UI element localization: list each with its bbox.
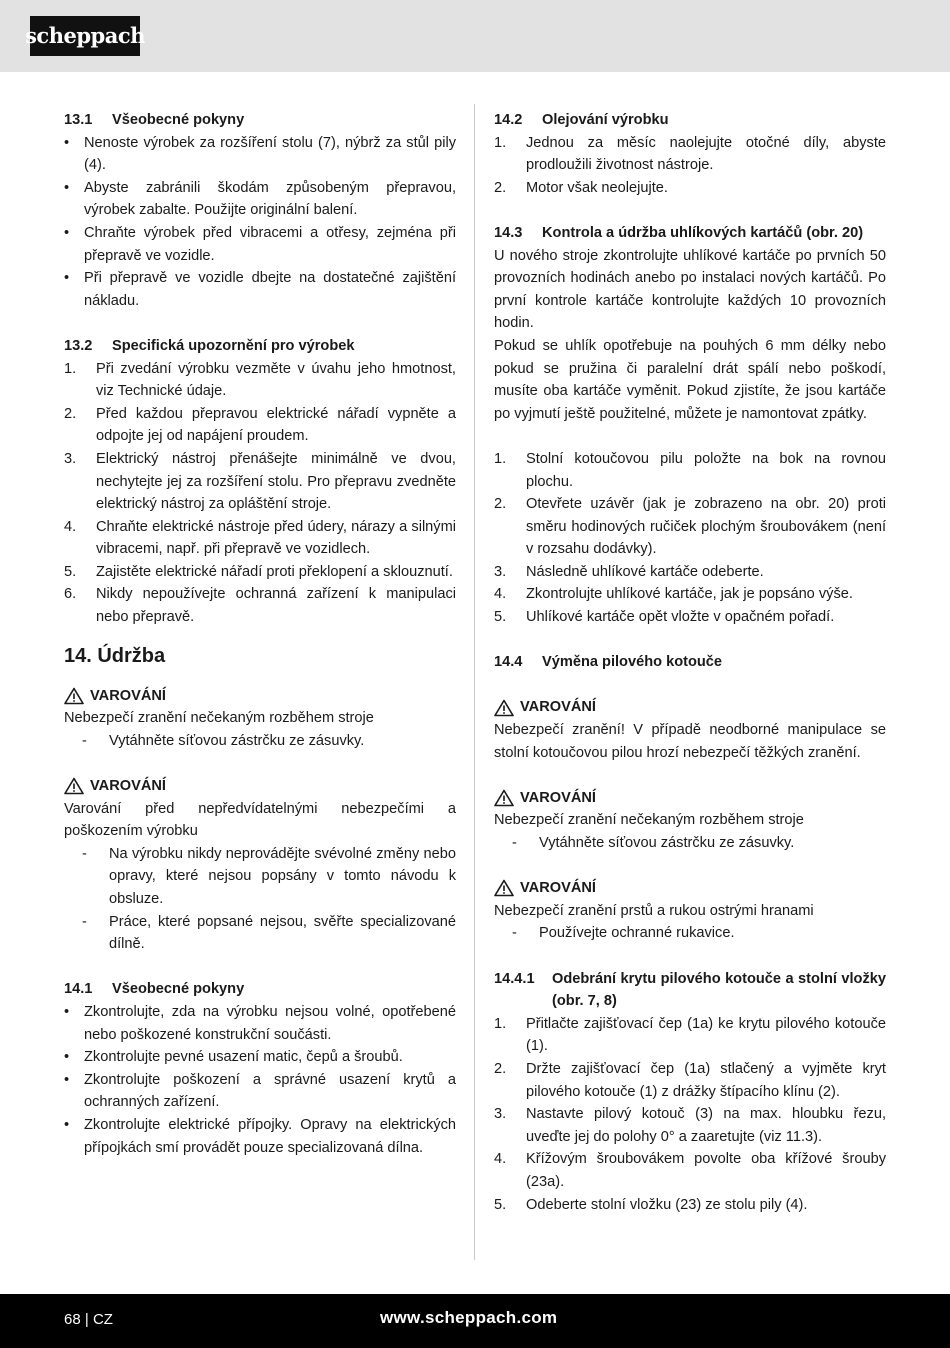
section-number: 13.1 [64,112,93,128]
warning-heading: VAROVÁNÍ [64,775,456,798]
list-item: • Zkontrolujte pevné usazení matic, čepů a šroubů. [64,1046,456,1069]
list-item: • Abyste zabránili škodám způsobeným přepravou, výrobek zabalte. Použijte originální balení. [64,177,456,222]
numbered-list [494,132,886,200]
dash-list [64,843,456,956]
section-number: 13.2 [64,337,93,354]
list-item: - Vytáhněte síťovou zástrčku ze zásuvky. [82,732,365,749]
warning-text: Nebezpečí zranění nečekaným rozběhem stroje [494,812,804,829]
section-number: 14.3 [494,224,523,241]
list-item: 1. Při zvedání výrobku vezměte v úvahu jeho hmotnost, viz Technické údaje. [64,360,456,400]
section-14-4-heading [494,651,886,674]
section-title: Specifická upozornění pro výrobek [112,337,355,354]
page-header [0,0,950,72]
section-title: Olejování výrobku [542,112,669,128]
page-number: 68 | CZ [64,1311,113,1328]
list-item: 2. Před každou přepravou elektrické nářadí vypněte a odpojte jej od napájení proudem. [64,405,456,445]
list-item: 3. Následně uhlíkové kartáče odeberte. [494,563,764,580]
section-number: 14.4.1 [494,970,535,987]
warning-heading: VAROVÁNÍ [64,685,456,708]
list-item: 2. Otevřete uzávěr (jak je zobrazeno na obr. 20) proti směru hodinových ručiček plochým šroubovákem (není v rozsahu dodávky). [494,496,886,558]
dash-list [494,922,886,945]
list-item: • Zkontrolujte, zda na výrobku nejsou volné, opotřebené nebo poškozené konstrukční součásti. [64,1001,456,1046]
paragraph: Pokud se uhlík opotřebuje na pouhých 6 mm délky nebo pokud se pružina či paralelní drát spálí nebo poškodí, musíte oba kartáče vyměnit. Pokud zjistíte, že jsou kartáče po vyjmutí ještě použitelné, můžete je namontovat zpátky. [494,337,886,422]
list-item: 2. Motor však neolejujte. [494,179,668,196]
list-item: 3. Nastavte pilový kotouč (3) na max. hloubku řezu, uveďte jej do polohy 0° a zaaretujte (viz 11.3). [494,1106,886,1145]
section-13-2-heading [64,335,456,358]
warning-triangle-icon [64,777,84,795]
dash-list [64,730,456,753]
list-item: 5. Zajistěte elektrické nářadí proti překlopení a sklouznutí. [64,563,453,580]
section-title: Kontrola a údržba uhlíkových kartáčů (obr. 20) [542,224,864,241]
list-item: 2. Držte zajišťovací čep (1a) stlačený a vyjměte kryt pilového kotouče (1) z drážky štípacího klínu (2). [494,1060,886,1100]
section-number: 14.1 [64,981,93,998]
section-14-4-1-heading [494,968,886,1013]
warning-heading: VAROVÁNÍ [494,787,886,810]
warning-heading: VAROVÁNÍ [494,877,886,900]
paragraph: U nového stroje zkontrolujte uhlíkové kartáče po prvních 50 provozních hodinách anebo po instalaci nových kartáčů. Po první kontrole kartáče kontrolujte každých 10 provozních hodin. [494,247,886,332]
warning-text: Nebezpečí zranění prstů a rukou ostrými hranami [494,902,814,919]
list-item: 1. Stolní kotoučovou pilu položte na bok na rovnou plochu. [494,450,886,490]
section-title: Všeobecné pokyny [112,112,245,128]
list-item: • Při přepravě ve vozidle dbejte na dostatečné zajištění nákladu. [64,267,456,312]
column-divider [474,104,475,1260]
list-item: 5. Uhlíkové kartáče opět vložte v opačném pořadí. [494,609,835,626]
list-item: • Zkontrolujte elektrické přípojky. Opravy na elektrických přípojkách smí provádět pouze specializovaná dílna. [64,1114,456,1159]
chapter-14-heading: 14. Údržba [64,644,166,667]
list-item: 4. Zkontrolujte uhlíkové kartáče, jak je popsáno výše. [494,586,853,603]
scheppach-logo: scheppach [30,16,140,56]
list-item: 4. Křížovým šroubovákem povolte oba křížové šrouby (23a). [494,1151,886,1190]
list-item: • Chraňte výrobek před vibracemi a otřesy, zejména při přepravě ve vozidle. [64,222,456,267]
section-number: 14.2 [494,112,523,128]
list-item: 4. Chraňte elektrické nástroje před údery, nárazy a silnými vibracemi, např. při přepravě ve vozidlech. [64,518,456,558]
bullet-list [64,1001,456,1159]
warning-triangle-icon [494,699,514,717]
warning-text: Nebezpečí zranění! V případě neodborné manipulace se stolní kotoučovou pilou hrozí nebezpečí těžkých zranění. [494,722,886,761]
warning-triangle-icon [494,879,514,897]
section-14-3-heading [494,222,886,245]
section-title: Výměna pilového kotouče [542,654,723,671]
section-14-2-heading [494,109,886,132]
list-item: 5. Odeberte stolní vložku (23) ze stolu pily (4). [494,1196,808,1213]
list-item: • Zkontrolujte poškození a správné usazení krytů a ochranných zařízení. [64,1069,456,1114]
warning-triangle-icon [64,687,84,705]
right-column [494,109,886,1216]
list-item: 1. Jednou za měsíc naolejujte otočné díly, abyste prodloužili životnost nástroje. [494,134,886,174]
list-item: 3. Elektrický nástroj přenášejte minimálně ve dvou, nechytejte jej za rozšíření stolu. Pro přepravu zvedněte elektrický nástroj za opláštění stroje. [64,450,456,513]
website-link[interactable]: www.scheppach.com [380,1308,558,1327]
page-footer [0,1294,950,1348]
warning-heading: VAROVÁNÍ [494,696,886,719]
list-item: • Nenoste výrobek za rozšíření stolu (7), nýbrž za stůl pily (4). [64,132,456,177]
list-item: 1. Přitlačte zajišťovací čep (1a) ke krytu pilového kotouče (1). [494,1015,886,1055]
numbered-list [494,1013,886,1216]
numbered-list [64,358,456,629]
warning-text: Nebezpečí zranění nečekaným rozběhem stroje [64,710,374,727]
warning-text: Varování před nepředvídatelnými nebezpečími a poškozením výrobku [64,800,456,840]
list-item: - Práce, které popsané nejsou, svěřte specializované dílně. [82,913,456,953]
list-item: - Na výrobku nikdy neprovádějte svévolné změny nebo opravy, které nejsou popsány v tomto návodu k obsluze. [82,845,456,907]
dash-list [494,832,886,855]
section-title: Odebrání krytu pilového kotouče a stolní vložky (obr. 7, 8) [552,970,886,1010]
list-item: 6. Nikdy nepoužívejte ochranná zařízení k manipulaci nebo přepravě. [64,586,456,626]
section-13-1-heading [64,109,456,132]
left-column [64,109,456,1159]
list-item: - Vytáhněte síťovou zástrčku ze zásuvky. [512,835,795,851]
numbered-list [494,448,886,629]
list-item: - Používejte ochranné rukavice. [512,925,735,942]
bullet-list [64,132,456,313]
warning-triangle-icon [494,789,514,807]
section-14-1-heading [64,978,456,1001]
section-title: Všeobecné pokyny [112,981,245,998]
section-number: 14.4 [494,654,523,671]
